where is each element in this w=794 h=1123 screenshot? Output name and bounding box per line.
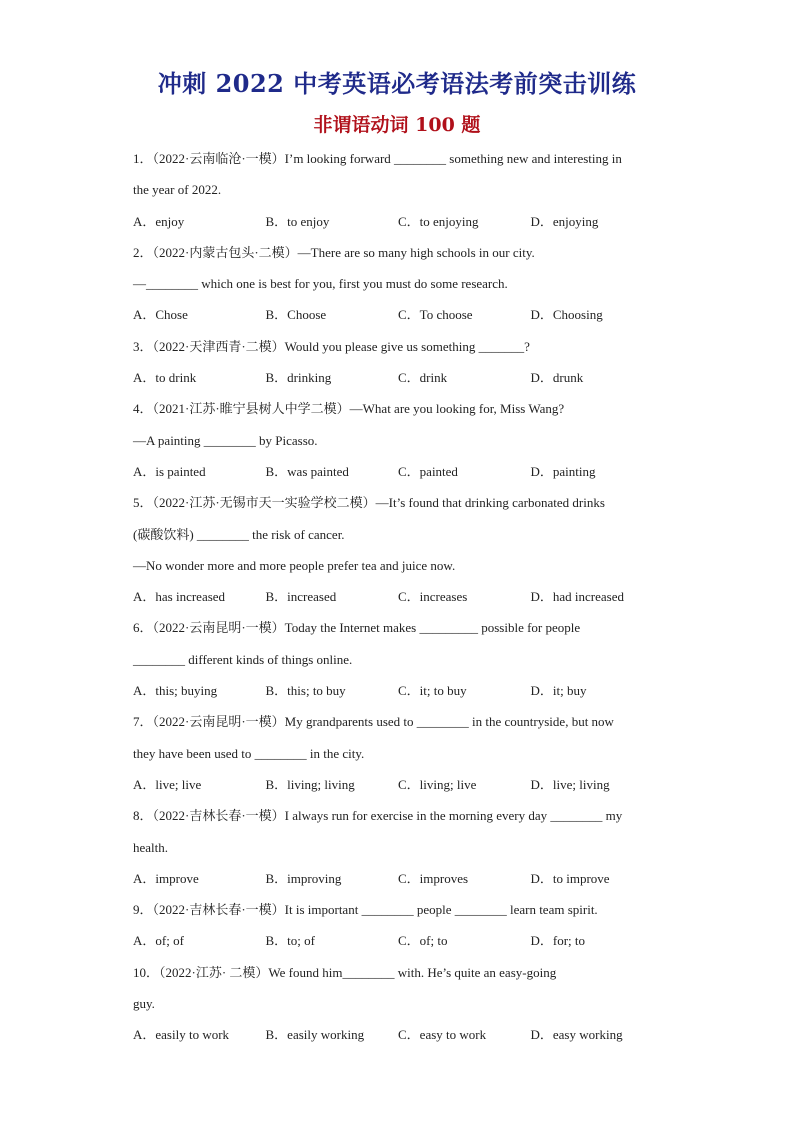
option-d: D．drunk: [530, 370, 584, 386]
options-row: [133, 581, 663, 612]
option-a: A．this; buying: [133, 683, 218, 699]
option-d: D．enjoying: [530, 213, 599, 229]
question-list: [133, 143, 663, 1051]
option-c: C．drink: [398, 370, 448, 386]
option-b: B．to enjoy: [265, 213, 330, 229]
question-text-line: guy.: [133, 996, 155, 1012]
option-a: A．easily to work: [133, 1027, 230, 1043]
option-b: B．drinking: [265, 370, 332, 386]
options-row: [133, 1019, 663, 1050]
question-text-line: they have been used to ________ in the city.: [133, 745, 365, 761]
option-c: C．painted: [398, 463, 458, 479]
option-b: B．improving: [265, 870, 342, 886]
option-b: B．to; of: [265, 933, 315, 949]
options-row: [133, 863, 663, 894]
options-row: [133, 675, 663, 706]
option-a: A．has increased: [133, 589, 226, 605]
option-a: A．enjoy: [133, 213, 185, 229]
option-c: C．increases: [398, 589, 468, 605]
question-text-line: —A painting ________ by Picasso.: [133, 432, 318, 448]
option-a: A．live; live: [133, 776, 202, 792]
option-d: D．to improve: [530, 870, 610, 886]
option-a: A．improve: [133, 870, 199, 886]
options-row: [133, 769, 663, 800]
question-item: [133, 706, 663, 800]
options-row: [133, 206, 663, 237]
question-text-line: the year of 2022.: [133, 182, 222, 198]
question-text-line: 9．（2022·吉林长春·一模）It is important ________ people ________ learn team spirit.: [133, 902, 598, 918]
options-row: [133, 925, 663, 956]
option-b: B．this; to buy: [265, 683, 346, 699]
option-d: D．had increased: [530, 589, 624, 605]
question-item: [133, 487, 663, 612]
option-b: B．increased: [265, 589, 337, 605]
question-text-line: 8．（2022·吉林长春·一模）I always run for exercise in the morning every day ________ my: [133, 808, 623, 824]
option-d: D．easy working: [530, 1027, 623, 1043]
options-row: [133, 362, 663, 393]
question-item: [133, 331, 663, 394]
option-d: D．painting: [530, 463, 596, 479]
option-d: D．Choosing: [530, 307, 603, 323]
option-c: C．To choose: [398, 307, 473, 323]
option-c: C．of; to: [398, 933, 448, 949]
option-c: C．easy to work: [398, 1027, 487, 1043]
option-d: D．it; buy: [530, 683, 587, 699]
question-item: [133, 143, 663, 237]
option-b: B．Choose: [265, 307, 327, 323]
option-a: A．is painted: [133, 463, 206, 479]
question-text-line: ________ different kinds of things online.: [133, 651, 353, 667]
option-c: C．living; live: [398, 776, 477, 792]
question-text-line: health.: [133, 839, 169, 855]
options-row: [133, 299, 663, 330]
option-c: C．to enjoying: [398, 213, 479, 229]
question-item: [133, 237, 663, 331]
question-text-line: —No wonder more and more people prefer tea and juice now.: [133, 557, 456, 573]
option-c: C．it; to buy: [398, 683, 467, 699]
question-text-line: 5．（2022·江苏·无锡市天一实验学校二模）—It’s found that drinking carbonated drinks: [133, 495, 605, 511]
option-a: A．to drink: [133, 370, 197, 386]
page-title: 冲刺 2022 中考英语必考语法考前突击训练: [157, 69, 637, 98]
question-item: [133, 957, 663, 1051]
question-text-line: 2．（2022·内蒙古包头·二模）—There are so many high schools in our city.: [133, 244, 535, 260]
question-text-line: 3．（2022·天津西青·二模）Would you please give us something _______?: [133, 338, 530, 354]
option-c: C．improves: [398, 870, 469, 886]
question-text-line: 7．（2022·云南昆明·一模）My grandparents used to ________ in the countryside, but now: [133, 714, 614, 730]
question-text-line: 10．（2022·江苏· 二模）We found him________ with. He’s quite an easy-going: [133, 964, 557, 980]
option-b: B．was painted: [265, 463, 349, 479]
option-a: A．of; of: [133, 933, 184, 949]
option-a: A．Chose: [133, 307, 188, 323]
question-item: [133, 894, 663, 957]
question-text-line: —________ which one is best for you, first you must do some research.: [133, 276, 508, 292]
question-text-line: 4．（2021·江苏·睢宁县树人中学二模）—What are you looking for, Miss Wang?: [133, 401, 565, 417]
question-text-line: 1．（2022·云南临沧·一模）I’m looking forward ________ something new and interesting in: [133, 151, 622, 166]
option-d: D．live; living: [530, 776, 610, 792]
question-text-line: (碳酸饮料) ________ the risk of cancer.: [133, 526, 345, 542]
option-d: D．for; to: [530, 933, 586, 949]
question-item: [133, 612, 663, 706]
question-item: [133, 393, 663, 487]
question-text-line: 6．（2022·云南昆明·一模）Today the Internet makes _________ possible for people: [133, 620, 581, 636]
options-row: [133, 456, 663, 487]
page-subtitle: 非谓语动词 100 题: [313, 114, 481, 136]
option-b: B．living; living: [265, 776, 355, 792]
option-b: B．easily working: [265, 1027, 365, 1043]
question-item: [133, 800, 663, 894]
